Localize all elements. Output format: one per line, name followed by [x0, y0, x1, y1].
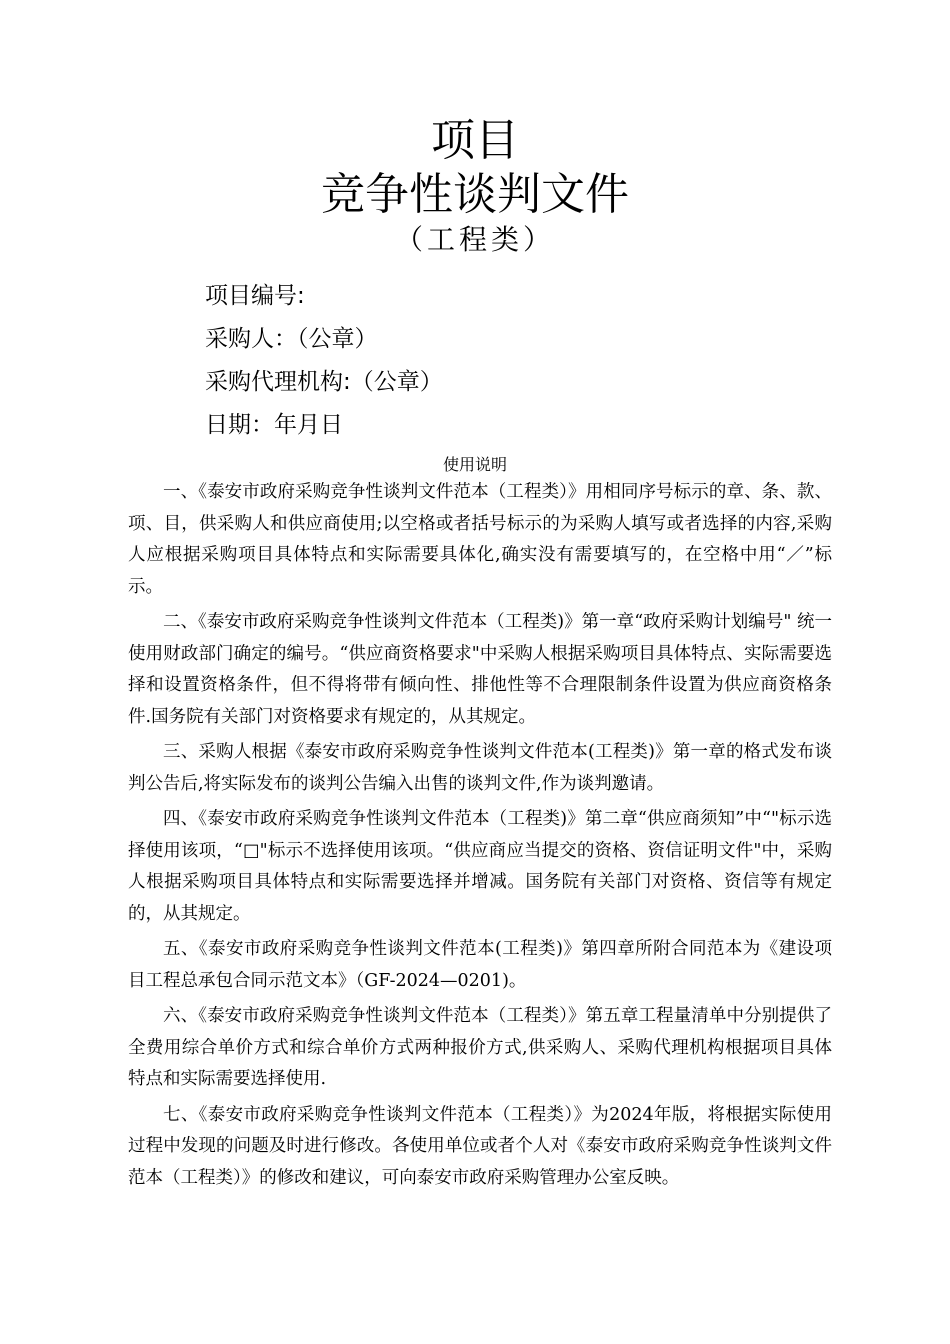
note-paragraph-2: 二、《泰安市政府采购竞争性谈判文件范本（工程类)》第一章“政府采购计划编号" 统一使用财政部门确定的编号。“供应商资格要求"中采购人根据采购项目具体特点、实际需要选择和设置资格条件，但不得将带有倾向性、排他性等不合理限制条件设置为供应商资格条件.国务院有关部门对资格要求有规定的，从其规定。 — [128, 612, 832, 727]
agency-label: 采购代理机构:（公章） — [205, 369, 443, 395]
title-main: 竞争性谈判文件 — [321, 169, 629, 220]
project-number-label: 项目编号: — [205, 283, 305, 309]
title-project: 项目 — [431, 115, 519, 166]
notes-heading: 使用说明 — [442, 455, 507, 474]
date-label: 日期：年月日 — [205, 412, 343, 438]
purchaser-label: 采购人：（公章） — [205, 326, 378, 352]
note-paragraph-3: 三、采购人根据《泰安市政府采购竞争性谈判文件范本(工程类)》第一章的格式发布谈判公告后,将实际发布的谈判公告编入出售的谈判文件,作为谈判邀请。 — [128, 742, 832, 794]
notes-section — [128, 477, 832, 1194]
note-paragraph-7: 七、《泰安市政府采购竞争性谈判文件范本（工程类）》为2024年版，将根据实际使用过程中发现的问题及时进行修改。各使用单位或者个人对《泰安市政府采购竞争性谈判文件范本（工程类）》的修改和建议，可向泰安市政府采购管理办公室反映。 — [128, 1104, 832, 1188]
note-paragraph-4: 四、《泰安市政府采购竞争性谈判文件范本（工程类)》第二章“供应商须知”中“"标示选择使用该项，“□"标示不选择使用该项。“供应商应当提交的资格、资信证明文件"中，采购人根据采购项目具体特点和实际需要选择并增减。国务院有关部门对资格、资信等有规定的，从其规定。 — [128, 809, 832, 924]
note-paragraph-1: 一、《泰安市政府采购竞争性谈判文件范本（工程类）》用相同序号标示的章、条、款、项、目，供采购人和供应商使用;以空格或者括号标示的为采购人填写或者选择的内容,采购人应根据采购项目具体特点和实际需要具体化,确实没有需要填写的，在空格中用“／”标示。 — [128, 482, 832, 597]
title-category: （工程类） — [394, 223, 555, 256]
note-paragraph-6: 六、《泰安市政府采购竞争性谈判文件范本（工程类）》第五章工程量清单中分别提供了全费用综合单价方式和综合单价方式两种报价方式,供采购人、采购代理机构根据项目具体特点和实际需要选择使用. — [128, 1006, 832, 1089]
note-paragraph-5: 五、《泰安市政府采购竞争性谈判文件范本(工程类)》第四章所附合同范本为《建设项目工程总承包合同示范文本》（GF-2024—0201)。 — [128, 939, 832, 991]
